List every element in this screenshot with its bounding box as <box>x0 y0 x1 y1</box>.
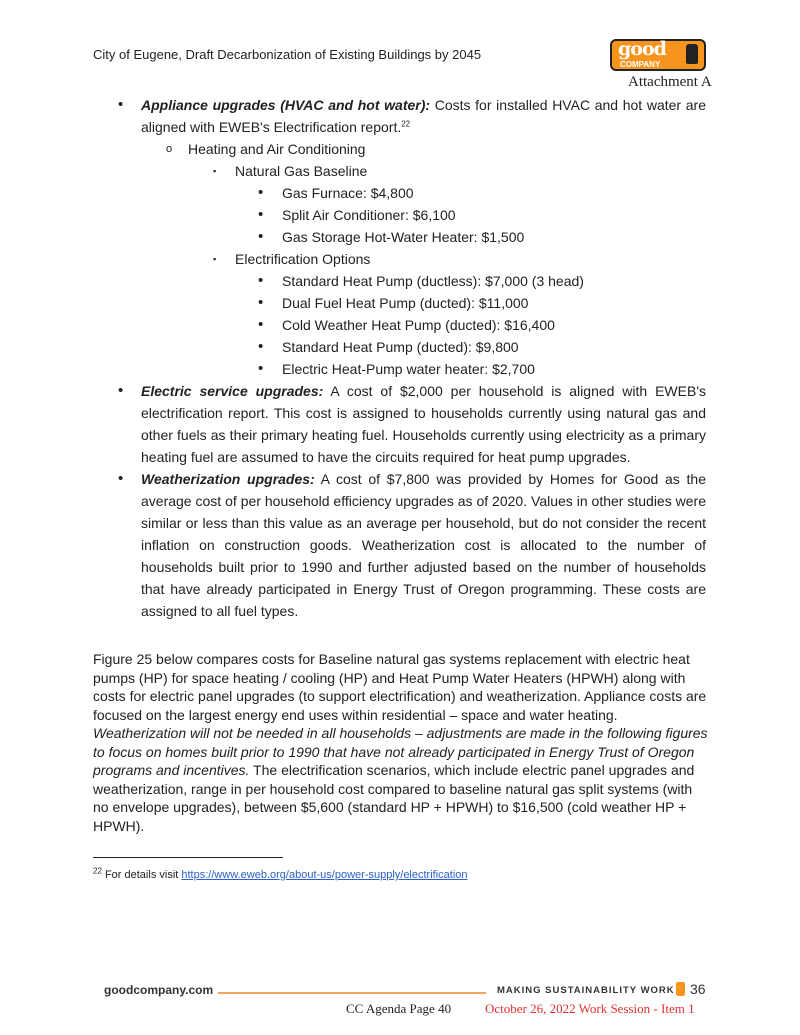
bullet-label: Electric service upgrades: <box>141 383 324 399</box>
header-title: City of Eugene, Draft Decarbonization of Existing Buildings by 2045 <box>93 47 482 62</box>
work-session-label: October 26, 2022 Work Session - Item 1 <box>485 1001 695 1016</box>
cost-bullet-list <box>118 94 706 622</box>
page-footer <box>0 971 800 1035</box>
bullet-label: Appliance upgrades (HVAC and hot water): <box>141 97 431 113</box>
list-item: • Electric Heat-Pump water heater: $2,700 <box>118 358 706 380</box>
bullet-text: Costs for installed HVAC and hot water are aligned with EWEB's Electrification report. <box>141 97 706 135</box>
footnote-text: For details visit <box>101 869 182 881</box>
list-item: • Dual Fuel Heat Pump (ducted): $11,000 <box>118 292 706 314</box>
paragraph-text: The electrification scenarios, which include electric panel upgrades and weatherization, range in per household cost compared to baseline natural gas split systems (with no envelope upgrades), between $5,600 (standard HP + HPWH) to $16,500 (cold weather HP + HPWH). <box>93 762 695 834</box>
footnote <box>93 868 800 882</box>
attachment-label: Attachment A <box>628 74 712 90</box>
footer-slogan: MAKING SUSTAINABILITY WORK <box>497 985 675 996</box>
list-item: o Heating and Air Conditioning <box>118 138 706 160</box>
paragraph-italic-text: Weatherization will not be needed in all households – adjustments are made in the following figures to focus on homes built prior to 1990 that have not already participated in Energy Trust of Oregon programs and incentives. <box>93 725 708 778</box>
footer-site: goodcompany.com <box>104 983 214 997</box>
bullet-text: A cost of $7,800 was provided by Homes for Good as the average cost of per household efficiency upgrades as of 2020. Values in other studies were similar or less than this value as an average per household, but do not consider the recent inflation on construction goods. Weatherization cost is allocated to the number of households built prior to 1990 and further adjusted based on the number of households that have already participated in Energy Trust of Oregon programming. These costs are assigned to all fuel types. <box>141 471 706 619</box>
footnote-link[interactable]: https://www.eweb.org/about-us/power-supply/electrification <box>181 869 468 881</box>
agenda-page: CC Agenda Page 40 <box>346 1001 452 1016</box>
body-paragraph <box>93 650 708 835</box>
footnote-divider <box>93 857 283 858</box>
logo-text: good <box>618 38 666 60</box>
bullet-label: Weatherization upgrades: <box>141 471 315 487</box>
list-item: • Gas Storage Hot-Water Heater: $1,500 <box>118 226 706 248</box>
list-item: • Standard Heat Pump (ductless): $7,000 (3 head) <box>118 270 706 292</box>
list-item: • Split Air Conditioner: $6,100 <box>118 204 706 226</box>
list-item: ▪ Electrification Options <box>118 248 706 270</box>
page-number: 36 <box>690 981 706 997</box>
list-item: • Cold Weather Heat Pump (ducted): $16,400 <box>118 314 706 336</box>
list-item <box>118 94 706 138</box>
thumbs-up-icon <box>686 44 698 64</box>
list-item <box>118 380 706 468</box>
list-item: • Standard Heat Pump (ducted): $9,800 <box>118 336 706 358</box>
list-item <box>118 468 706 622</box>
logo-subtext: COMPANY <box>620 60 661 69</box>
footnote-number: 22 <box>93 866 102 876</box>
footnote-area <box>93 857 800 882</box>
good-company-logo <box>610 39 706 71</box>
paragraph-text: Figure 25 below compares costs for Baseline natural gas systems replacement with electric heat pumps (HP) for space heating / cooling (HP) and Heat Pump Water Heaters (HPWH) along with costs for electric panel upgrades (to support electrification) and weatherization. Appliance costs are focused on the largest energy end uses within residential – space and water heating. <box>93 651 707 723</box>
footnote-ref[interactable]: 22 <box>401 119 411 129</box>
footer-divider <box>218 992 486 994</box>
list-item: ▪ Natural Gas Baseline <box>118 160 706 182</box>
thumbs-up-icon <box>676 982 685 996</box>
list-item: • Gas Furnace: $4,800 <box>118 182 706 204</box>
bullet-text: A cost of $2,000 per household is aligned with EWEB's electrification report. This cost is assigned to households currently using natural gas and other fuels as their primary heating fuel. Households currently using electricity as a primary heating fuel are assumed to have the circuits required for heat pump upgrades. <box>141 383 706 465</box>
